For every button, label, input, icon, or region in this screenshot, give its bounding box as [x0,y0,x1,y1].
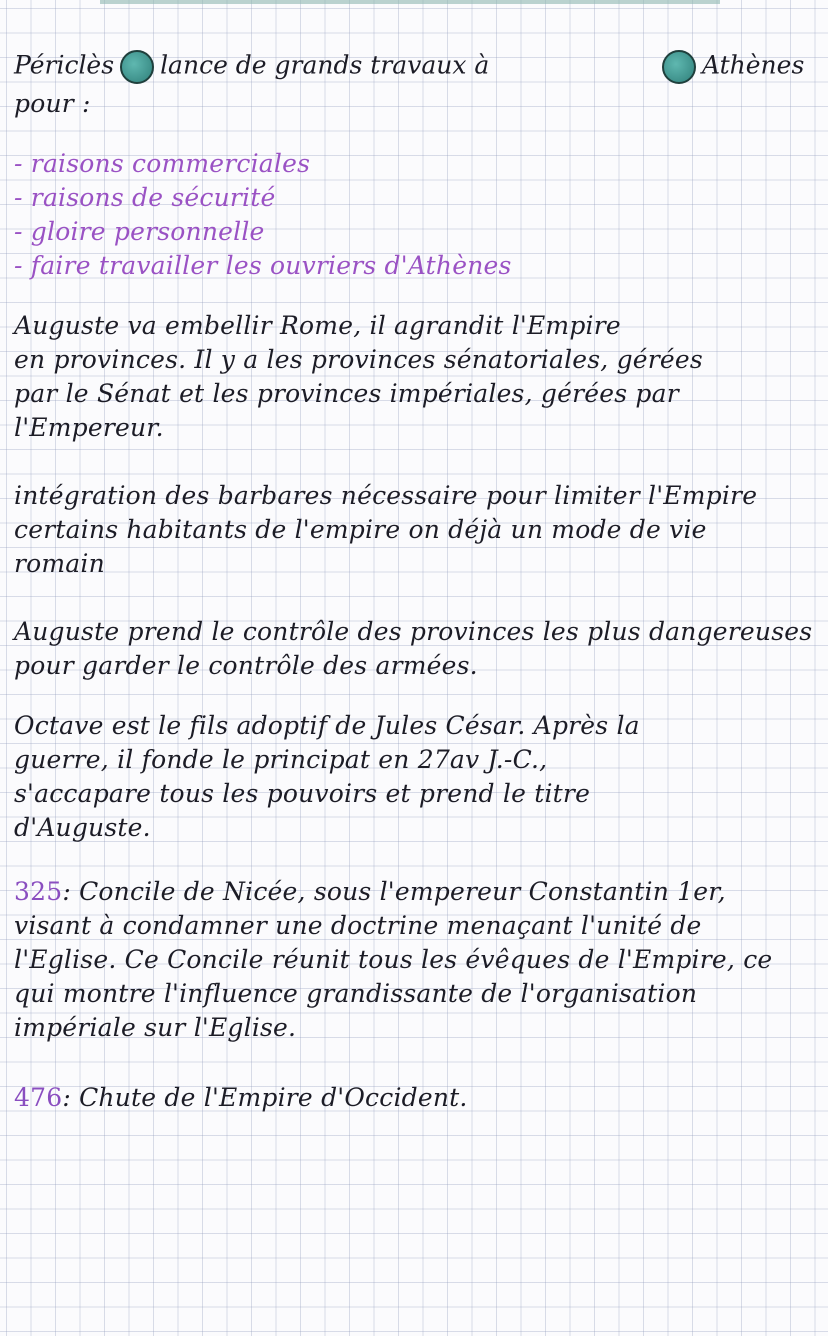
paragraph-line: pour garder le contrôle des armées. [14,651,478,680]
date-325: 325 [14,877,63,906]
reason-item: - gloire personnelle [14,217,265,246]
paragraph-line: romain [14,549,105,578]
paragraph-line: s'accapare tous les pouvoirs et prend le titre [14,779,591,808]
paragraph-line: intégration des barbares nécessaire pour limiter l'Empire [14,481,758,510]
athenes-text: Athènes [702,50,805,80]
athenes-label [656,50,804,84]
chute-line [14,1084,468,1112]
paragraph-line: guerre, il fonde le principat en 27av J.-C., [14,745,548,774]
paragraph-line: l'Eglise. Ce Concile réunit tous les évêques de l'Empire, ce [14,945,773,974]
teal-dot-icon [662,50,696,84]
nicee-text: : Concile de Nicée, sous l'empereur Constantin 1er, [62,877,726,906]
pericles-name: Périclès [14,50,115,80]
paragraph-line: impériale sur l'Eglise. [14,1013,297,1042]
paragraph-line: d'Auguste. [14,813,151,842]
pericles-heading [14,50,489,84]
paragraph-line: qui montre l'influence grandissante de l'organisation [14,979,698,1008]
teal-dot-icon [120,50,154,84]
reason-item: - raisons de sécurité [14,183,276,212]
top-edge-mark [100,0,720,4]
paragraph-line: certains habitants de l'empire on déjà un mode de vie [14,515,707,544]
paragraph-line: par le Sénat et les provinces impériales, gérées par [14,379,679,408]
nicee-first-line [14,878,726,906]
date-476: 476 [14,1083,63,1112]
paragraph-line: Octave est le fils adoptif de Jules César. Après la [14,711,640,740]
reason-item: - faire travailler les ouvriers d'Athènes [14,251,512,280]
paragraph-line: visant à condamner une doctrine menaçant l'unité de [14,911,702,940]
pericles-pour: pour : [14,89,91,118]
pericles-action: lance de grands travaux à [160,50,490,80]
paragraph-line: l'Empereur. [14,413,164,442]
reason-item: - raisons commerciales [14,149,311,178]
paragraph-line: en provinces. Il y a les provinces sénatoriales, gérées [14,345,703,374]
paragraph-line: Auguste prend le contrôle des provinces les plus dangereuses [14,617,813,646]
paragraph-line: Auguste va embellir Rome, il agrandit l'Empire [14,311,621,340]
chute-text: : Chute de l'Empire d'Occident. [62,1083,468,1112]
